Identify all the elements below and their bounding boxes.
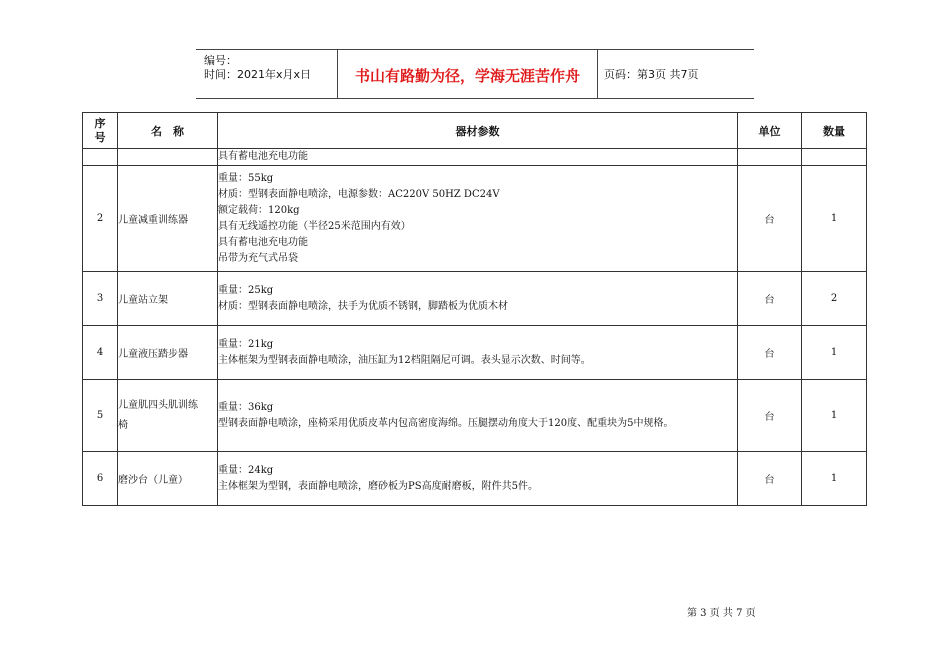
row-unit: 台 [738,166,802,272]
row-index: 4 [83,326,118,380]
header-page-cell [598,50,754,98]
row-name: 磨沙台（儿童） [118,452,218,506]
equipment-table [82,112,867,506]
row-params: 重量：24kg 主体框架为型钢，表面静电喷涂，磨砂板为PS高度耐磨板，附件共5件。 [218,452,738,506]
row-name: 儿童减重训练器 [118,166,218,272]
row-name: 儿童站立架 [118,272,218,326]
row-name: 儿童肌四头肌训练椅 [118,380,218,452]
column-header-index: 序号 [83,113,118,149]
row-qty: 1 [802,380,867,452]
column-header-unit: 单位 [738,113,802,149]
row-unit: 台 [738,272,802,326]
row-unit: 台 [738,452,802,506]
footer-page-number: 第 3 页 共 7 页 [687,608,756,619]
row-params: 重量：25kg 材质：型钢表面静电喷涂，扶手为优质不锈钢，脚踏板为优质木材 [218,272,738,326]
row-qty: 1 [802,452,867,506]
header-meta-cell [196,50,338,98]
row-params: 重量：55kg 材质：型钢表面静电喷涂，电源参数：AC220V 50HZ DC24V 额定载荷：120kg 具有无线遥控功能（半径25米范围内有效） 具有蓄电池充电功能 吊带为充气式吊袋 [218,166,738,272]
continuation-params: 具有蓄电池充电功能 [218,149,738,166]
row-name: 儿童液压踏步器 [118,326,218,380]
document-date-label: 时间：2021年x月x日 [204,68,312,81]
table-row [83,272,867,326]
table-row [83,380,867,452]
row-params: 重量：36kg 型钢表面静电喷涂，座椅采用优质皮革内包高密度海绵。压腿摆动角度大于120度、配重块为5中规格。 [218,380,738,452]
row-qty: 1 [802,166,867,272]
row-index: 5 [83,380,118,452]
row-qty: 2 [802,272,867,326]
row-index: 2 [83,166,118,272]
column-header-params: 器材参数 [218,113,738,149]
table-row [83,326,867,380]
table-row-continuation [83,149,867,166]
column-header-name: 名 称 [118,113,218,149]
row-params: 重量：21kg 主体框架为型钢表面静电喷涂，油压缸为12档阻隔尼可调。表头显示次数、时间等。 [218,326,738,380]
header-page-number: 页码：第3页 共7页 [604,68,699,81]
row-index: 3 [83,272,118,326]
document-header [196,49,754,99]
table-header-row [83,113,867,149]
header-motto-cell [338,50,598,98]
row-qty: 1 [802,326,867,380]
table-row [83,452,867,506]
row-unit: 台 [738,380,802,452]
row-index: 6 [83,452,118,506]
document-number-label: 编号： [204,54,237,67]
column-header-qty: 数量 [802,113,867,149]
row-unit: 台 [738,326,802,380]
table-row [83,166,867,272]
header-motto: 书山有路勤为径，学海无涯苦作舟 [354,67,580,85]
